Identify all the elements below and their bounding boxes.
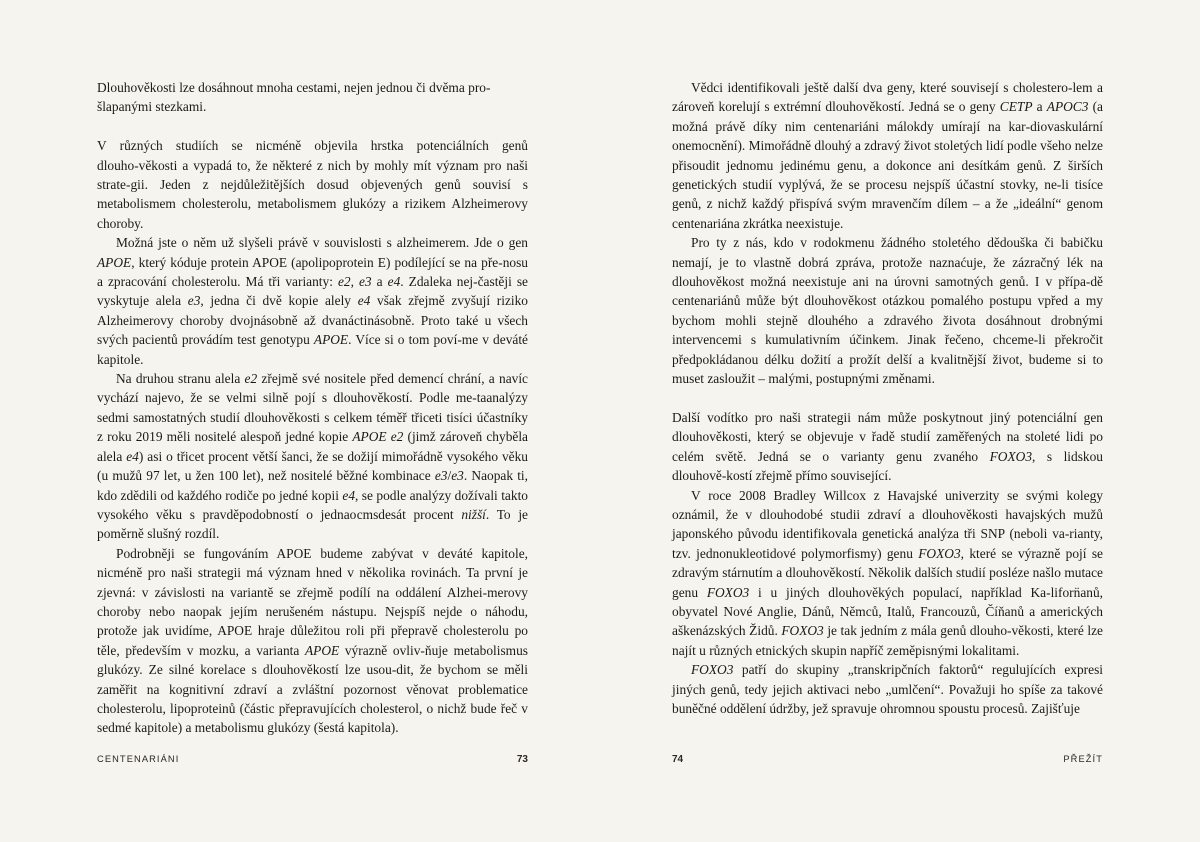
paragraph: Vědci identifikovali ještě další dva geny, které souvisejí s cholestero‑lem a zároveň korelují s extrémní dlouhověkostí. Jedná se o geny CETP a APOC3 (a možná právě díky nim centenariáni málokdy umírají na kar‑diovaskulární onemocnění). Mimořádně dlouhý a zdravý život stoletých lidí podle všeho nelze přisoudit jednomu jedinému genu, a dokonce ani desítkám genů. Z širších genetických studií vyplývá, že se procesu nejspíš účastní stovky, ne‑li tisíce genů, z nichž každý přispívá svým mravenčím dílem – a že „ideální“ genom centenariána zkrátka neexistuje. <box>672 80 1103 231</box>
running-head: CENTENARIÁNI <box>97 754 180 764</box>
paragraph: FOXO3 patří do skupiny „transkripčních faktorů“ regulujících expresi jiných genů, tedy jejich aktivaci nebo „umlčení“. Považuji ho spíše za takové buněčné oddělení údržby, jež spravuje ohromnou spoustu procesů. Zajišťuje <box>672 662 1103 716</box>
page-left-footer <box>0 754 600 768</box>
page-left-text-column <box>97 78 529 736</box>
running-head: PŘEŽÍT <box>1063 754 1103 764</box>
page-number: 73 <box>516 754 528 765</box>
paragraph: Pro ty z nás, kdo v rodokmenu žádného stoletého dědouška či babičku nemají, je to vlastně dobrá zpráva, protože naznaćuje, že zázračný lék na dlouhověkost možná neexistuje ani na úrovni samotných genů. I v přípa‑dě centenariánů může být dlouhověkost otázkou pomalého postupu vpřed a my bychom mohli stejně dlouhého a zdravého života dosáhnout drobnými intervencemi s kumulativním účinkem. Jinak řečeno, chceme‑li překročit předpokládanou délku dožití a prožít delší a kvalitnější život, budeme si to muset zasloužit – malými, postupnými změnami. <box>672 235 1103 387</box>
page-right <box>600 0 1200 842</box>
page-right-footer <box>600 754 1200 768</box>
paragraph: Možná jste o něm už slyšeli právě v souvislosti s alzheimerem. Jde o gen APOE, který kóduje protein APOE (apolipoprotein E) podílející se na pře‑nosu a zpracování cholesterolu. Má tři varianty: e2, e3 a e4. Zdaleka nej‑častěji se vyskytuje alela e3, jedna či dvě kopie alely e4 však zřejmě zvyšují riziko Alzheimerovy choroby dvojnásobně až dvanáctinásobně. Proto také u všech svých pacientů provádím test genotypu APOE. Více si o tom poví‑me v deváté kapitole. <box>97 235 529 367</box>
paragraph: Dlouhověkosti lze dosáhnout mnoha cestami, nejen jednou či dvěma pro‑ šlapanými stezkami. <box>97 80 491 115</box>
paragraph: Na druhou stranu alela e2 zřejmě své nositele před demencí chrání, a navíc vychází najevo, že se velmi silně pojí s dlouhověkostí. Podle me‑taanalýzy sedmi samostatných studií dlouhověkosti s celkem téměř třiceti tisíci účastníky z roku 2019 měli nositelé alespoň jedné kopie APOE e2 (jimž zároveň chyběla alela e4) asi o třicet procent větší šanci, že se dožijí mimořádně vysokého věku (u mužů 97 let, u žen 100 let), než nositelé běžné kombinace e3/e3. Naopak ti, kdo zdědili od každého rodiče po jedné kopii e4, se podle analýzy dožívali takto vysokého věku s pravděpodobností o jednaосmsdesát procent nižší. To je poměrně slušný rozdíl. <box>97 371 529 542</box>
page-right-text-column <box>672 78 1103 728</box>
paragraph: V roce 2008 Bradley Willcox z Havajské univerzity se svými kolegy oznámil, že v dlouhodobé studii zdraví a dlouhověkosti havajských mužů japonského původu identifikovala genetická analýza tři SNP (neboli va‑rianty, tzv. jednonukleotidové polymorfismy) genu FOXO3, které se výrazně pojí se zdravým stárnutím a dlouhověkostí. Několik dalších studií posléze našlo mutace genu FOXO3 i u jiných dlouhověkých populací, například Ka‑liforn̈anů, obyvatel Nové Anglie, Dánů, Němců, Italů, Francouzů, Číňanů a amerických aškenázských Židů. FOXO3 je tak jedním z mála genů dlouho‑věkosti, které lze najít u různých etnických skupin napříč zeměpisnými lokalitami. <box>672 487 1103 658</box>
paragraph: Další vodítko pro naši strategii nám může poskytnout jiný potenciální gen dlouhověkosti, který se objevuje v řadě studií zaměřených na stoleté lidi po celém světě. Jedná se o varianty genu zvaného FOXO3, s lidskou dlouhově‑kostí zřejmě přímo související. <box>672 409 1104 484</box>
paragraph: V různých studiích se nicméně objevila hrstka potenciálních genů dlouho‑věkosti a vypadá to, že některé z nich by mohly mít význam pro naši strate‑gii. Jeden z nejdůležitějších dosud objevených genů souvisí s metabolismem cholesterolu, metabolismem glukózy a rizikem Alzheimerovy choroby. <box>97 138 528 231</box>
page-number: 74 <box>672 754 684 765</box>
paragraph: Podrobněji se fungováním APOE budeme zabývat v deváté kapitole, nicméně pro naši strategii má význam hned v několika rovinách. Ta první je zjevná: v závislosti na variantě se zřejmě podílí na oddálení Alzhei‑merovy choroby nebo naopak jejím nerušeném nástupu. Nejspíš nejde o náhodu, protože jak uvidíme, APOE hraje důležitou roli při přepravě cholesterolu po těle, především v mozku, a varianta APOE výrazně ovliv‑ňuje metabolismus glukózy. Ze silné korelace s dlouhověkostí lze usou‑dit, že bychom se měli zaměřit na kognitivní zdraví a zvláštní pozornost věnovat problematice cholesterolu, lipoproteinů (částic přepravujících cholesterol, o nichž bude řeč v sedmé kapitole) a metabolismu glukózy (šestá kapitola). <box>97 545 528 736</box>
